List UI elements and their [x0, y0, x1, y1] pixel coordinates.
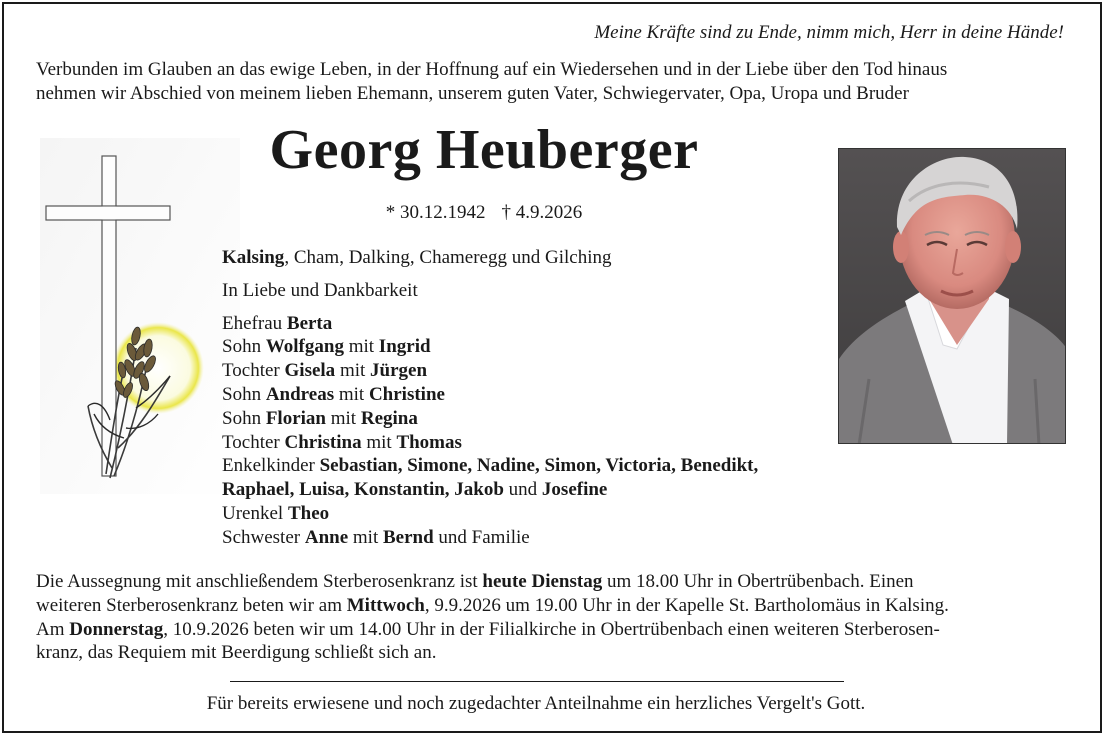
text: Urenkel	[222, 502, 288, 524]
intro-line: nehmen wir Abschied von meinem lieben Ehemann, unserem guten Vater, Schwiegervater, Opa, Uropa und Bruder	[36, 83, 909, 104]
gratitude-line: In Liebe und Dankbarkeit	[222, 279, 418, 301]
text: Am	[36, 618, 70, 640]
portrait-photo	[838, 148, 1066, 444]
text: Ehefrau	[222, 312, 287, 334]
mourner-line	[222, 407, 822, 431]
ceremony-line	[36, 594, 1076, 618]
birth-date: * 30.12.1942	[385, 202, 486, 223]
bold-text: Wolfgang	[265, 336, 344, 358]
bold-text: Sebastian, Simone, Nadine, Simon, Victoria, Benedikt,	[319, 455, 759, 477]
text: Sohn	[222, 383, 266, 405]
bold-text: Thomas	[396, 431, 462, 453]
text: und Familie	[433, 526, 530, 548]
motto-verse: Meine Kräfte sind zu Ende, nimm mich, Herr in deine Hände!	[594, 22, 1064, 43]
text: und	[503, 479, 542, 501]
bold-text: heute Dienstag	[482, 571, 603, 592]
mourner-line	[222, 454, 822, 478]
mourner-line	[222, 526, 822, 550]
mourner-line	[222, 383, 822, 407]
intro-line: Verbunden im Glauben an das ewige Leben, in der Hoffnung auf ein Wiedersehen und in der Liebe über den Tod hinaus	[36, 59, 948, 80]
mourner-line	[222, 502, 822, 526]
bold-text: Mittwoch	[346, 594, 425, 616]
text: , 9.9.2026 um 19.00 Uhr in der Kapelle St. Bartholomäus in Kalsing.	[424, 594, 949, 616]
other-places: , Cham, Dalking, Chameregg und Gilching	[284, 247, 612, 268]
life-dates	[234, 202, 734, 224]
ceremony-line	[36, 618, 1076, 642]
text: mit	[335, 360, 371, 382]
intro-text	[36, 58, 1066, 106]
text: Die Aussegnung mit anschließendem Sterberosenkranz ist	[36, 571, 483, 592]
bold-text: Theo	[287, 502, 330, 524]
text: Sohn	[222, 336, 266, 358]
text: Enkelkinder	[222, 455, 320, 477]
divider	[230, 681, 844, 682]
text: Schwester	[222, 526, 305, 548]
bold-text: Raphael, Luisa, Konstantin, Jakob	[222, 479, 504, 501]
death-date: † 4.9.2026	[501, 202, 583, 223]
main-place: Kalsing	[222, 247, 285, 268]
text: mit	[348, 526, 383, 548]
bold-text: Jürgen	[370, 360, 428, 382]
bold-text: Gisela	[284, 360, 336, 382]
text: kranz, das Requiem mit Beerdigung schließt sich an.	[36, 642, 437, 664]
bold-text: Josefine	[541, 479, 608, 501]
bold-text: Donnerstag	[69, 618, 164, 640]
bold-text: Andreas	[265, 383, 335, 405]
text: mit	[361, 431, 397, 453]
obituary-notice	[2, 2, 1102, 733]
deceased-name: Georg Heuberger	[269, 119, 699, 181]
thanks-line: Für bereits erwiesene und noch zugedachter Anteilnahme ein herzliches Vergelt's Gott.	[206, 693, 866, 714]
text: Tochter	[222, 431, 285, 453]
mourners-block	[222, 246, 822, 550]
text: , 10.9.2026 beten wir um 14.00 Uhr in der Filialkirche in Obertrübenbach einen weiteren Sterberosen-	[163, 618, 940, 640]
mourner-line	[222, 335, 822, 359]
bold-text: Anne	[304, 526, 349, 548]
mourner-line	[222, 431, 822, 455]
ceremony-line	[36, 641, 1076, 665]
ceremony-details	[36, 570, 1076, 665]
cross-with-wheat-icon	[40, 138, 240, 494]
bold-text: Regina	[360, 407, 418, 429]
bold-text: Florian	[265, 407, 326, 429]
mourner-line	[222, 312, 822, 336]
bold-text: Christina	[284, 431, 362, 453]
ceremony-line	[36, 570, 1076, 594]
bold-text: Christine	[368, 383, 445, 405]
text: mit	[343, 336, 379, 358]
mourner-list	[222, 312, 822, 550]
text: Tochter	[222, 360, 285, 382]
mourner-line	[222, 359, 822, 383]
text: mit	[326, 407, 361, 429]
text: weiteren Sterberosenkranz beten wir am	[36, 594, 347, 616]
bold-text: Ingrid	[378, 336, 431, 358]
bold-text: Bernd	[382, 526, 434, 548]
text: Sohn	[222, 407, 266, 429]
bold-text: Berta	[286, 312, 333, 334]
places-line	[222, 246, 822, 270]
text: mit	[334, 383, 369, 405]
text: um 18.00 Uhr in Obertrübenbach. Einen	[602, 571, 914, 592]
mourner-line	[222, 478, 822, 502]
